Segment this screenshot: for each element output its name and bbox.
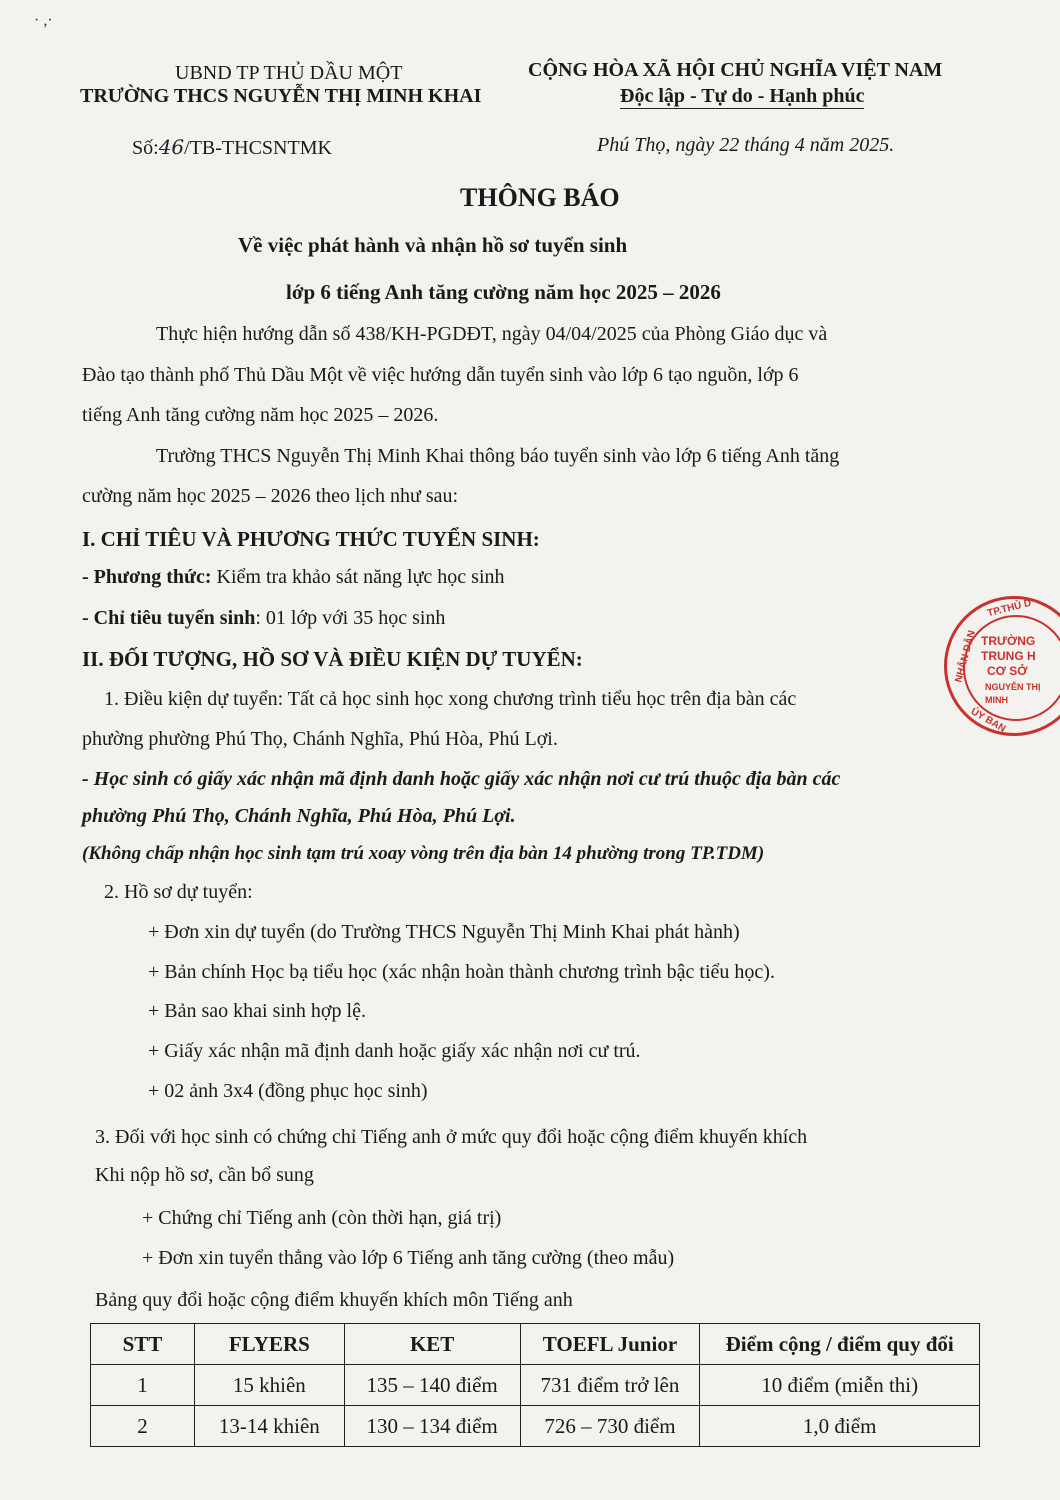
seal-line: CƠ SỞ: [987, 664, 1028, 678]
method-text: Kiểm tra khảo sát năng lực học sinh: [211, 566, 505, 588]
table-cell: 1: [91, 1365, 195, 1406]
table-row: [91, 1406, 980, 1447]
residence-note-line1: - Học sinh có giấy xác nhận mã định danh hoặc giấy xác nhận nơi cư trú thuộc địa bàn các: [82, 768, 841, 790]
table-row: [91, 1365, 980, 1406]
header-cell: KET: [344, 1324, 520, 1365]
seal-arc-left: NHÂN DÂN: [953, 629, 978, 684]
seal-line: TRUNG H: [981, 649, 1036, 663]
table-cell: 2: [91, 1406, 195, 1447]
document-date: Phú Thọ, ngày 22 tháng 4 năm 2025.: [597, 134, 895, 156]
docs-item: + Bản sao khai sinh hợp lệ.: [148, 1000, 366, 1022]
table-cell: 726 – 730 điểm: [520, 1406, 700, 1447]
motto-text: Độc lập - Tự do - Hạnh phúc: [620, 85, 865, 107]
certificate-line1: 3. Đối với học sinh có chứng chỉ Tiếng anh ở mức quy đổi hoặc cộng điểm khuyến khích: [95, 1126, 808, 1148]
table-cell: 1,0 điểm: [700, 1406, 980, 1447]
table-cell: 15 khiên: [194, 1365, 344, 1406]
header-cell: TOEFL Junior: [520, 1324, 700, 1365]
intro-p1-line2: Đào tạo thành phố Thủ Dầu Một về việc hướng dẫn tuyển sinh vào lớp 6 tạo nguồn, lớp 6: [82, 364, 799, 386]
intro-p1-line3: tiếng Anh tăng cường năm học 2025 – 2026.: [82, 404, 439, 426]
certificate-item: + Chứng chỉ Tiếng anh (còn thời hạn, giá trị): [142, 1207, 502, 1229]
method-label: - Phương thức:: [82, 566, 212, 588]
residence-note-line2: phường Phú Thọ, Chánh Nghĩa, Phú Hòa, Phú Lợi.: [82, 805, 516, 827]
table-caption: Bảng quy đổi hoặc cộng điểm khuyến khích môn Tiếng anh: [95, 1289, 573, 1311]
doc-title: THÔNG BÁO: [460, 183, 620, 212]
certificate-item: + Đơn xin tuyển thẳng vào lớp 6 Tiếng anh tăng cường (theo mẫu): [142, 1247, 675, 1269]
certificate-line2: Khi nộp hồ sơ, cần bổ sung: [95, 1164, 314, 1186]
docs-heading: 2. Hồ sơ dự tuyển:: [104, 881, 253, 903]
school-name: TRƯỜNG THCS NGUYỄN THỊ MINH KHAI: [80, 85, 482, 107]
agency-name: UBND TP THỦ DẦU MỘT: [175, 62, 403, 84]
so-number: 46: [158, 135, 185, 159]
section1-quota: [82, 607, 445, 630]
docs-item: + Giấy xác nhận mã định danh hoặc giấy xác nhận nơi cư trú.: [148, 1040, 641, 1062]
header-cell: FLYERS: [194, 1324, 344, 1365]
seal-line: TRƯỜNG: [981, 634, 1036, 648]
doc-subtitle-1: Về việc phát hành và nhận hồ sơ tuyển sinh: [238, 233, 628, 257]
so-suffix: /TB-THCSNTMK: [184, 137, 332, 159]
motto: [620, 85, 864, 108]
scan-specks: · ,·: [34, 12, 53, 29]
country-name: CỘNG HÒA XÃ HỘI CHỦ NGHĨA VIỆT NAM: [528, 59, 943, 81]
document-number: [132, 135, 332, 160]
table-cell: 13-14 khiên: [194, 1406, 344, 1447]
table-cell: 731 điểm trở lên: [520, 1365, 700, 1406]
docs-item: + Bản chính Học bạ tiểu học (xác nhận hoàn thành chương trình bậc tiểu học).: [148, 961, 775, 983]
table-cell: 130 – 134 điểm: [344, 1406, 520, 1447]
school-seal: [944, 596, 1060, 736]
header-cell: STT: [91, 1324, 195, 1365]
residence-note-line3: (Không chấp nhận học sinh tạm trú xoay vòng trên địa bàn 14 phường trong TP.TDM): [82, 843, 765, 864]
quota-label: - Chỉ tiêu tuyển sinh: [82, 607, 256, 629]
docs-item: + 02 ảnh 3x4 (đồng phục học sinh): [148, 1080, 428, 1102]
condition-line1: 1. Điều kiện dự tuyển: Tất cả học sinh học xong chương trình tiểu học trên địa bàn các: [104, 688, 797, 710]
so-prefix: Số:: [132, 137, 159, 159]
seal-arc-bottom: ỦY BAN: [968, 706, 1008, 735]
seal-arc-top: TP.THỦ D: [986, 597, 1033, 620]
seal-line: NGUYỄN THỊ MINH: [985, 682, 1041, 705]
table-cell: 10 điểm (miễn thi): [700, 1365, 980, 1406]
section2-heading: II. ĐỐI TƯỢNG, HỒ SƠ VÀ ĐIỀU KIỆN DỰ TUYỂN:: [82, 647, 583, 671]
conversion-table: [90, 1323, 980, 1447]
doc-subtitle-2: lớp 6 tiếng Anh tăng cường năm học 2025 – 2026: [286, 280, 721, 304]
intro-p2-line1: Trường THCS Nguyễn Thị Minh Khai thông báo tuyển sinh vào lớp 6 tiếng Anh tăng: [156, 445, 840, 467]
docs-item: + Đơn xin dự tuyển (do Trường THCS Nguyễn Thị Minh Khai phát hành): [148, 921, 740, 943]
condition-line2: phường phường Phú Thọ, Chánh Nghĩa, Phú Hòa, Phú Lợi.: [82, 728, 558, 750]
table-cell: 135 – 140 điểm: [344, 1365, 520, 1406]
intro-p2-line2: cường năm học 2025 – 2026 theo lịch như sau:: [82, 485, 459, 507]
intro-p1-line1: Thực hiện hướng dẫn số 438/KH-PGDĐT, ngày 04/04/2025 của Phòng Giáo dục và: [156, 323, 828, 345]
quota-text: : 01 lớp với 35 học sinh: [255, 607, 446, 629]
header-cell: Điểm cộng / điểm quy đổi: [700, 1324, 980, 1365]
section1-heading: I. CHỈ TIÊU VÀ PHƯƠNG THỨC TUYỂN SINH:: [82, 527, 540, 551]
table-header-row: [91, 1324, 980, 1365]
section1-method: [82, 566, 505, 589]
